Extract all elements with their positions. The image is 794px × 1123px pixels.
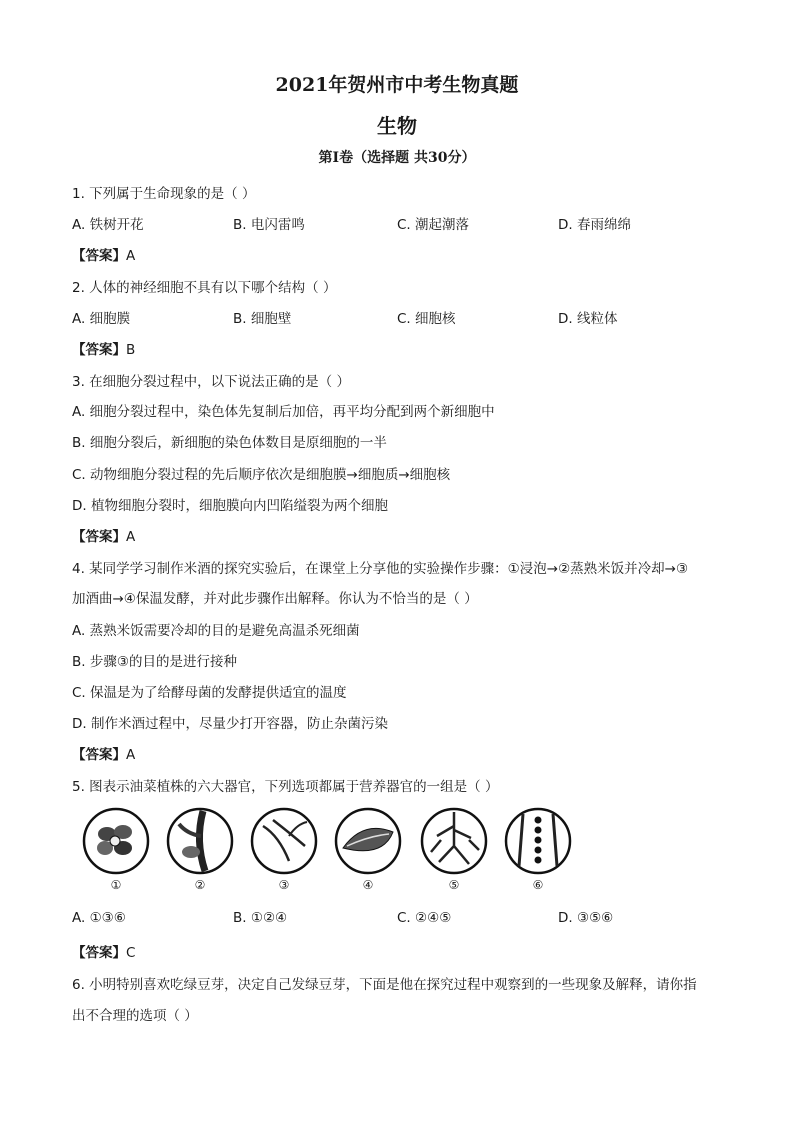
fruit-icon [249,806,319,876]
q4-option-a: A. 蒸熟米饭需要冷却的目的是避免高温杀死细菌 [72,623,360,639]
leaf-icon [333,806,403,876]
q2-option-d: D. 线粒体 [558,311,618,327]
q4-stem-line1: 4. 某同学学习制作米酒的探究实验后，在课堂上分享他的实验操作步骤：①浸泡→②蒸熟米饭并冷却→③ [72,561,689,577]
q5-option-c: C. ②④⑤ [397,910,452,926]
root-icon [419,806,489,876]
organ-figure-5 [414,806,494,892]
q5-option-a: A. ①③⑥ [72,910,126,926]
q1-option-a: A. 铁树开花 [72,217,144,233]
flower-icon [81,806,151,876]
q1-option-c: C. 潮起潮落 [397,217,470,233]
plant-organs-figure [76,806,576,898]
q4-answer [72,743,135,763]
q6-stem-line2: 出不合理的选项（ ） [72,1008,198,1024]
q5-stem: 5. 图表示油菜植株的六大器官，下列选项都属于营养器官的一组是（ ） [72,779,499,795]
q5-answer [72,941,135,961]
q1-option-b: B. 电闪雷鸣 [233,217,305,233]
q5-option-b: B. ①②④ [233,910,288,926]
q4-option-c: C. 保温是为了给酵母菌的发酵提供适宜的温度 [72,685,347,701]
figure-label: ① [110,878,122,892]
q3-answer [72,525,135,545]
q4-option-d: D. 制作米酒过程中，尽量少打开容器，防止杂菌污染 [72,716,388,732]
q2-option-b: B. 细胞壁 [233,311,292,327]
q3-option-d: D. 植物细胞分裂时，细胞膜向内凹陷缢裂为两个细胞 [72,498,388,514]
organ-figure-1 [76,806,156,892]
subject-title: 生物 [377,114,417,138]
q4-option-b: B. 步骤③的目的是进行接种 [72,654,237,670]
answer-value: C [126,945,136,961]
organ-figure-4 [328,806,408,892]
q5-option-d: D. ③⑤⑥ [558,910,614,926]
answer-tag: 【答案】 [72,529,126,545]
q2-option-c: C. 细胞核 [397,311,456,327]
figure-label: ② [194,878,206,892]
q3-option-c: C. 动物细胞分裂过程的先后顺序依次是细胞膜→细胞质→细胞核 [72,467,451,483]
q1-answer [72,244,135,264]
answer-tag: 【答案】 [72,342,126,358]
q2-stem: 2. 人体的神经细胞不具有以下哪个结构（ ） [72,280,337,296]
answer-value: B [126,342,136,358]
seed-pod-icon [503,806,573,876]
organ-figure-3 [244,806,324,892]
q4-stem-line2: 加酒曲→④保温发酵，并对此步骤作出解释。你认为不恰当的是（ ） [72,591,478,607]
q3-option-a: A. 细胞分裂过程中，染色体先复制后加倍，再平均分配到两个新细胞中 [72,404,495,420]
answer-value: A [126,248,136,264]
q2-answer [72,338,135,358]
figure-label: ③ [278,878,290,892]
q2-option-a: A. 细胞膜 [72,311,131,327]
q3-option-b: B. 细胞分裂后，新细胞的染色体数目是原细胞的一半 [72,435,387,451]
answer-tag: 【答案】 [72,248,126,264]
q3-stem: 3. 在细胞分裂过程中，以下说法正确的是（ ） [72,374,350,390]
figure-label: ⑥ [532,878,544,892]
organ-figure-2 [160,806,240,892]
q6-stem-line1: 6. 小明特别喜欢吃绿豆芽，决定自己发绿豆芽，下面是他在探究过程中观察到的一些现象及解释，请你指 [72,977,697,993]
document-title: 2021年贺州市中考生物真题 [275,74,519,96]
organ-figure-6 [498,806,578,892]
q1-stem: 1. 下列属于生命现象的是（ ） [72,186,256,202]
answer-tag: 【答案】 [72,945,126,961]
answer-tag: 【答案】 [72,747,126,763]
section-heading: 第I卷（选择题 共30分） [318,150,476,166]
stem-icon [165,806,235,876]
figure-label: ④ [362,878,374,892]
answer-value: A [126,747,136,763]
figure-label: ⑤ [448,878,460,892]
q1-option-d: D. 春雨绵绵 [558,217,631,233]
answer-value: A [126,529,136,545]
